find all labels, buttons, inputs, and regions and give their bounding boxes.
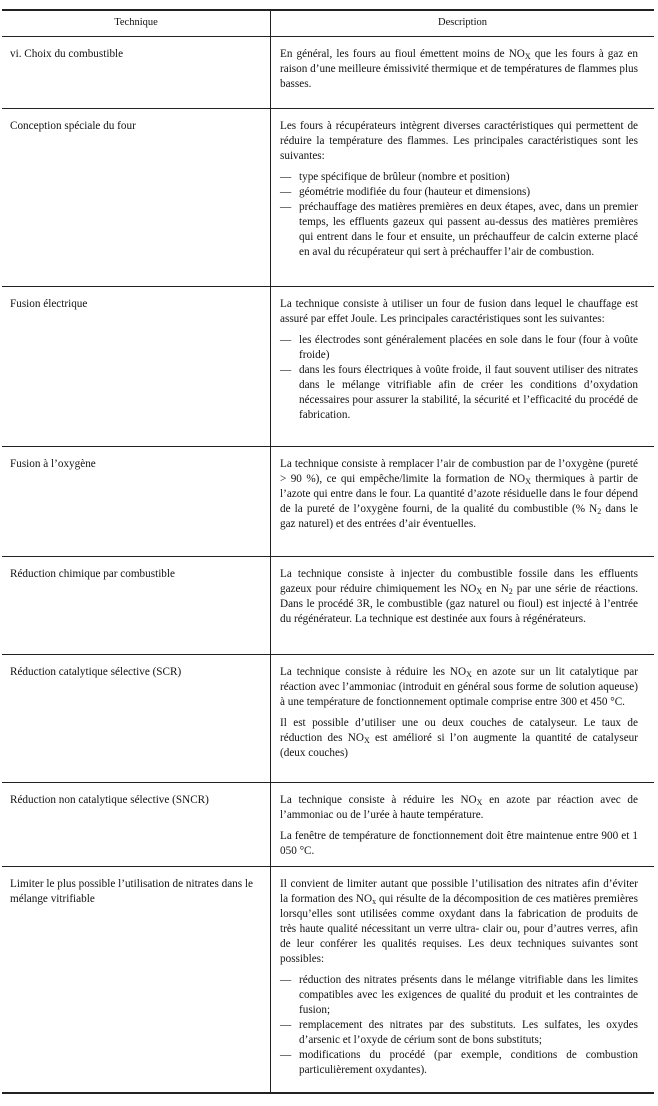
description-paragraph: La technique consiste à injecter du combustible fossile dans les effluents gazeux pour réduire chimiquement les $NO_X$ en $N_2$ par une série de réactions. Dans le procédé 3R, le combustible (gaz naturel ou fioul) est injecté à l’entrée du régénérateur. La technique est destinée aux fours à régénérateurs. bbox=[280, 568, 639, 625]
header-bottom-rule bbox=[2, 36, 654, 37]
row-separator bbox=[2, 446, 654, 447]
column-divider bbox=[270, 867, 271, 1093]
technique-cell: Limiter le plus possible l’utilisation de nitrates dans le mélange vitrifiable bbox=[10, 878, 253, 905]
description-paragraph: La technique consiste à réduire les $NO_X$ en azote par réaction avec de l’ammoniac ou de l’urée à haute température. bbox=[280, 794, 638, 821]
column-header-technique: Technique bbox=[114, 17, 158, 28]
column-divider bbox=[270, 557, 271, 655]
description-list-item: — remplacement des nitrates par des substituts. Les sulfates, les oxydes d’arsenic et l’oxyde de cérium sont de bons substituts; bbox=[280, 1018, 638, 1048]
description-list-item: — dans les fours électriques à voûte froide, il faut souvent utiliser des nitrates dans le mélange vitrifiable afin de créer les conditions d’oxydation nécessaires pour assurer la stabilité, la sécurité et l’efficacité du procédé de fabrication. bbox=[280, 363, 638, 423]
description-cell bbox=[280, 665, 638, 767]
technique-cell: Réduction non catalytique sélective (SNCR) bbox=[10, 794, 209, 806]
column-divider bbox=[270, 447, 271, 557]
subscript: X bbox=[524, 52, 531, 61]
technique-cell: Conception spéciale du four bbox=[10, 120, 136, 132]
row-separator bbox=[2, 556, 654, 557]
technique-cell: Fusion électrique bbox=[10, 298, 88, 310]
subscript: X bbox=[363, 736, 370, 745]
description-cell bbox=[280, 793, 638, 865]
technique-cell: Fusion à l’oxygène bbox=[10, 458, 96, 470]
column-divider bbox=[270, 37, 271, 109]
description-cell bbox=[280, 457, 638, 538]
description-cell bbox=[280, 567, 638, 633]
row-separator bbox=[2, 866, 654, 867]
row-separator bbox=[2, 286, 654, 287]
technique-cell: vi. Choix du combustible bbox=[10, 48, 124, 60]
subscript: X bbox=[476, 587, 483, 596]
column-divider bbox=[270, 287, 271, 447]
description-paragraph: La technique consiste à réduire les $NO_X$ en azote sur un lit catalytique par réaction avec l’ammoniac (introduit en général sous forme de solution aqueuse) à une température de fonctionnement optimale comprise entre 300 et 450 °C. bbox=[280, 666, 638, 708]
description-list-item: — les électrodes sont généralement placées en sole dans le four (four à voûte froide) bbox=[280, 333, 638, 363]
description-list-item: — préchauffage des matières premières en deux étapes, avec, dans un premier temps, les effluents gazeux qui passent au-dessus des matières premières qui entrent dans le four et ensuite, un préchauffeur de calcin externe placé en aval du récupérateur qui sert à préchauffer l’air de combustion. bbox=[280, 200, 638, 260]
description-list-item: — modifications du procédé (par exemple, conditions de combustion particulièrement oxydantes). bbox=[280, 1048, 638, 1078]
column-divider bbox=[270, 109, 271, 287]
subscript: X bbox=[476, 798, 483, 807]
description-list-item: — réduction des nitrates présents dans le mélange vitrifiable dans les limites compatibles avec les exigences de qualité du produit et les contraintes de fusion; bbox=[280, 973, 638, 1018]
description-paragraph: En général, les fours au fioul émettent moins de $NO_X$ que les fours à gaz en raison d’une meilleure émissivité thermique et de températures de flammes plus basses. bbox=[280, 48, 638, 90]
description-cell bbox=[280, 877, 638, 1078]
description-list bbox=[280, 170, 638, 260]
column-header-description: Description bbox=[438, 17, 487, 28]
description-list-item: — géométrie modifiée du four (hauteur et dimensions) bbox=[280, 185, 638, 200]
description-cell bbox=[280, 297, 638, 423]
technique-cell: Réduction chimique par combustible bbox=[10, 568, 175, 580]
row-separator bbox=[2, 654, 654, 655]
description-cell bbox=[280, 47, 638, 98]
technique-cell: Réduction catalytique sélective (SCR) bbox=[10, 666, 182, 678]
description-paragraph: Les fours à récupérateurs intègrent diverses caractéristiques qui permettent de réduire la température des flammes. Les principales caractéristiques sont les suivantes: bbox=[280, 120, 638, 162]
description-list bbox=[280, 973, 638, 1078]
subscript: 2 bbox=[508, 587, 513, 596]
description-paragraph: La technique consiste à remplacer l’air de combustion par de l’oxygène (pureté > 90 %), ce qui empêche/limite la formation de $NO_X$ thermiques à partir de l’azote qui entre dans le four. La quantité d’azote résiduelle dans le four dépend de la pureté de l’oxygène fourni, de la qualité du combustible (% $N_2$ dans le gaz naturel) et des entrées d’air éventuelles. bbox=[280, 458, 639, 530]
description-list bbox=[280, 333, 638, 423]
row-separator bbox=[2, 1092, 654, 1094]
description-paragraph: La technique consiste à utiliser un four de fusion dans lequel le chauffage est assuré par effet Joule. Les principales caractéristiques sont les suivantes: bbox=[280, 298, 638, 325]
description-paragraph: Il convient de limiter autant que possible l’utilisation des nitrates afin d’éviter la formation des $NO_x$ qui résulte de la décomposition de ces matières premières lorsqu’elles sont utilisées comme oxydant dans la fabrication de produits de très haute qualité nécessitant un verre ultra- clair ou, pour d’autres verres, afin de leur conférer les qualités requises. Les deux techniques suivantes sont possibles: bbox=[280, 878, 638, 965]
subscript: X bbox=[525, 477, 531, 486]
row-separator bbox=[2, 782, 654, 783]
column-divider bbox=[270, 783, 271, 867]
description-cell bbox=[280, 119, 638, 260]
subscript: 2 bbox=[597, 507, 602, 516]
description-list-item: — type spécifique de brûleur (nombre et position) bbox=[280, 170, 638, 185]
subscript: X bbox=[466, 670, 472, 679]
description-paragraph: La fenêtre de température de fonctionnement doit être maintenue entre 900 et 1 050 °C. bbox=[280, 830, 638, 857]
subscript: x bbox=[372, 897, 377, 906]
column-divider bbox=[270, 655, 271, 783]
row-separator bbox=[2, 108, 654, 109]
description-paragraph: Il est possible d’utiliser une ou deux couches de catalyseur. Le taux de réduction des $NO_X$ est amélioré si l’on augmente la quantité de catalyseur (deux couches) bbox=[280, 717, 638, 759]
